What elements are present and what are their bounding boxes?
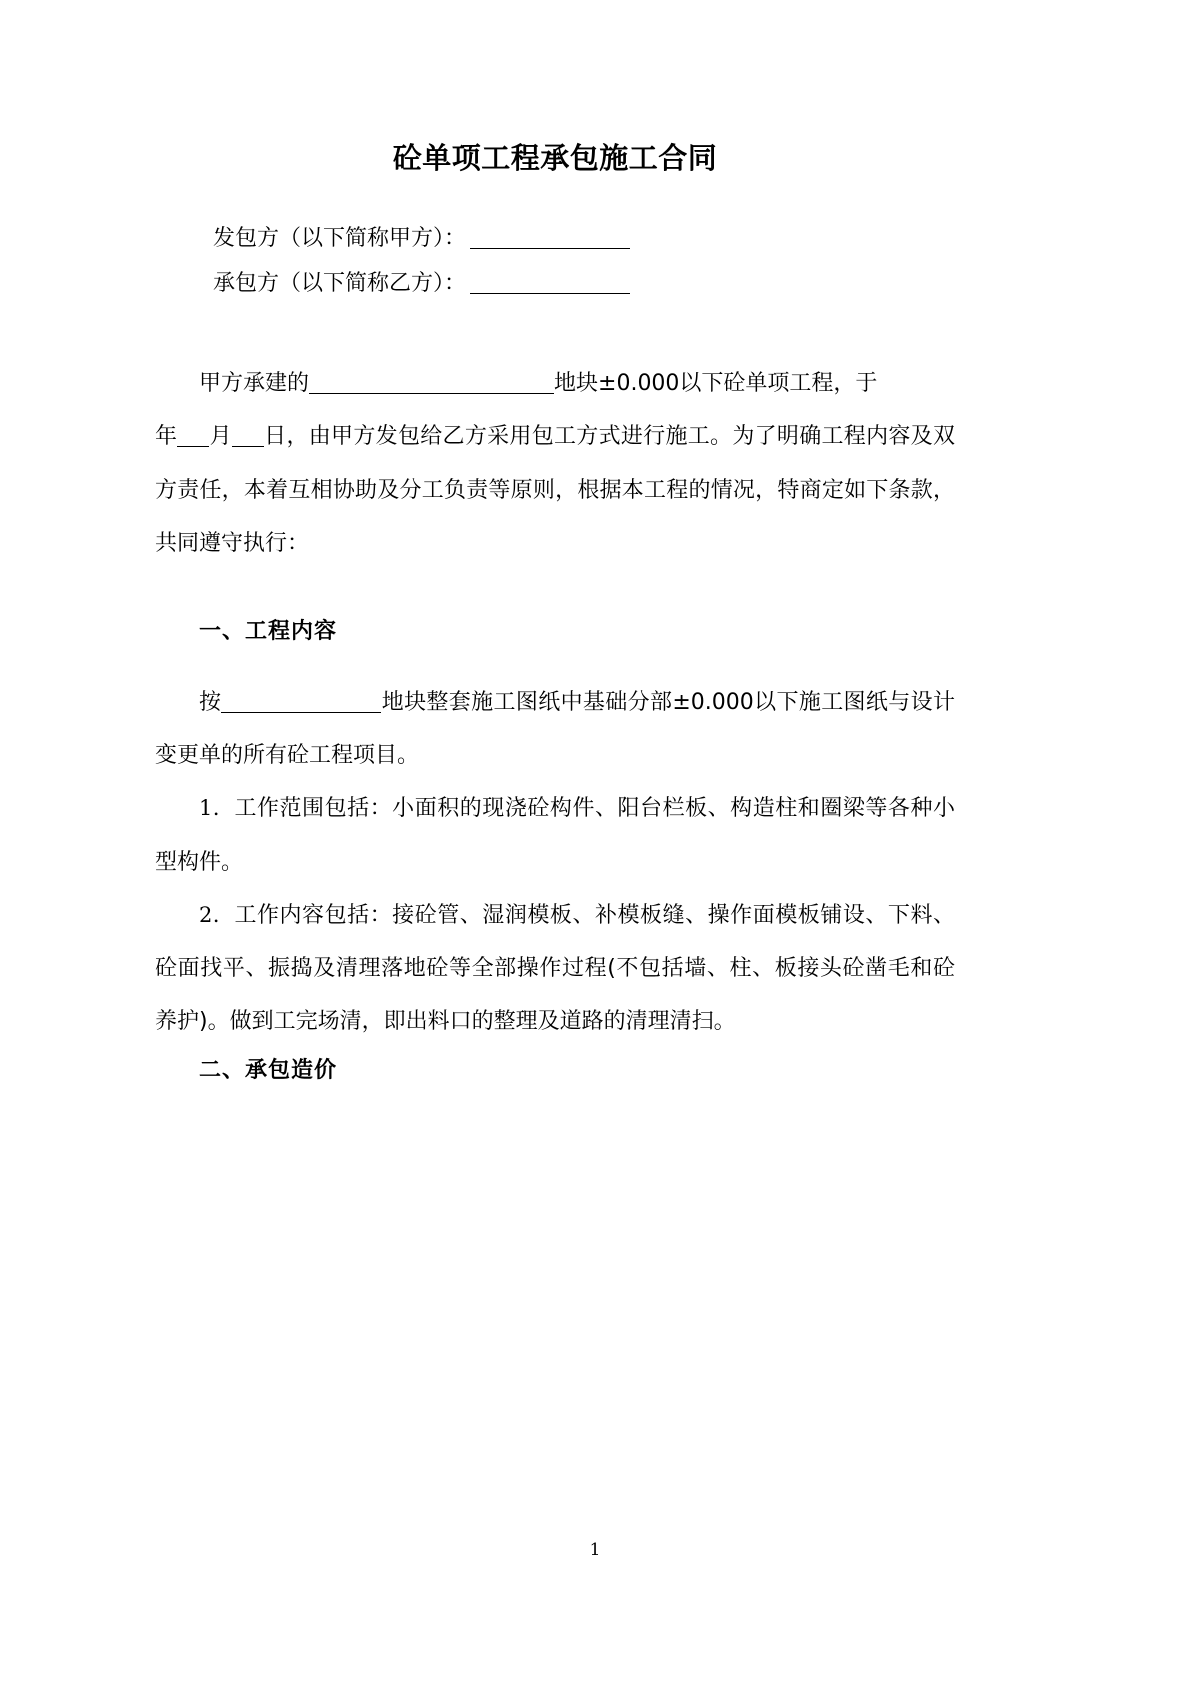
list-item-number: 2． — [199, 902, 235, 927]
party-label-a: 发包方（以下简称甲方）： — [213, 225, 467, 251]
preamble-day-label: 日，由甲方发包给乙方采用包工方式进行施工。为了明确工程内容及双方责任，本着互相协助及分工负责等原则，根据本工程的情况，特商定如下条款，共同遵守执行： — [155, 424, 955, 556]
section-one-intro-a: 按 — [199, 690, 222, 715]
month-blank[interactable] — [232, 446, 264, 447]
list-item — [155, 782, 955, 888]
spacer — [155, 654, 955, 676]
spacer — [155, 186, 955, 208]
section-one-intro — [155, 676, 955, 782]
section-one-intro-b: 地块整套施工图纸中基础分部±0.000以下施工图纸与设计变更单的所有砼工程项目。 — [155, 690, 955, 769]
section-heading-one: 一、工程内容 — [199, 619, 338, 644]
list-item — [155, 889, 955, 1049]
preamble-month-label: 月 — [209, 424, 232, 450]
preamble-text-b: 地块±0.000以下砼单项工程，于 — [554, 371, 878, 397]
party-label-b: 承包方（以下简称乙方）： — [213, 271, 467, 297]
page-number: 1 — [589, 1540, 601, 1560]
preamble-paragraph — [155, 357, 955, 410]
party-value-blank-a[interactable] — [470, 248, 630, 249]
spacer — [155, 570, 955, 610]
list-item-number: 1． — [199, 796, 235, 821]
project-plot-blank[interactable] — [309, 393, 554, 394]
list-item-text: 工作内容包括：接砼管、湿润模板、补模板缝、操作面模板铺设、下料、砼面找平、振捣及清理落地砼等全部操作过程(不包括墙、柱、板接头砼凿毛和砼养护)。做到工完场清，即出料口的整理及道路的清理清扫。 — [155, 902, 955, 1035]
preamble-date-paragraph — [155, 410, 955, 570]
page-title: 砼单项工程承包施工合同 — [392, 141, 718, 175]
list-item-text: 工作范围包括：小面积的现浇砼构件、阳台栏板、构造柱和圈梁等各种小型构件。 — [155, 796, 955, 875]
party-line-first — [155, 208, 955, 254]
spacer — [155, 299, 955, 357]
party-line-second — [155, 253, 955, 299]
plot-name-blank[interactable] — [221, 712, 381, 713]
year-blank[interactable] — [177, 446, 209, 447]
party-value-blank-b[interactable] — [470, 293, 630, 294]
section-heading-two: 二、承包造价 — [199, 1057, 338, 1083]
preamble-text-a: 甲方承建的 — [199, 371, 310, 397]
preamble-year-label: 年 — [155, 424, 178, 450]
document-body — [155, 118, 955, 1093]
